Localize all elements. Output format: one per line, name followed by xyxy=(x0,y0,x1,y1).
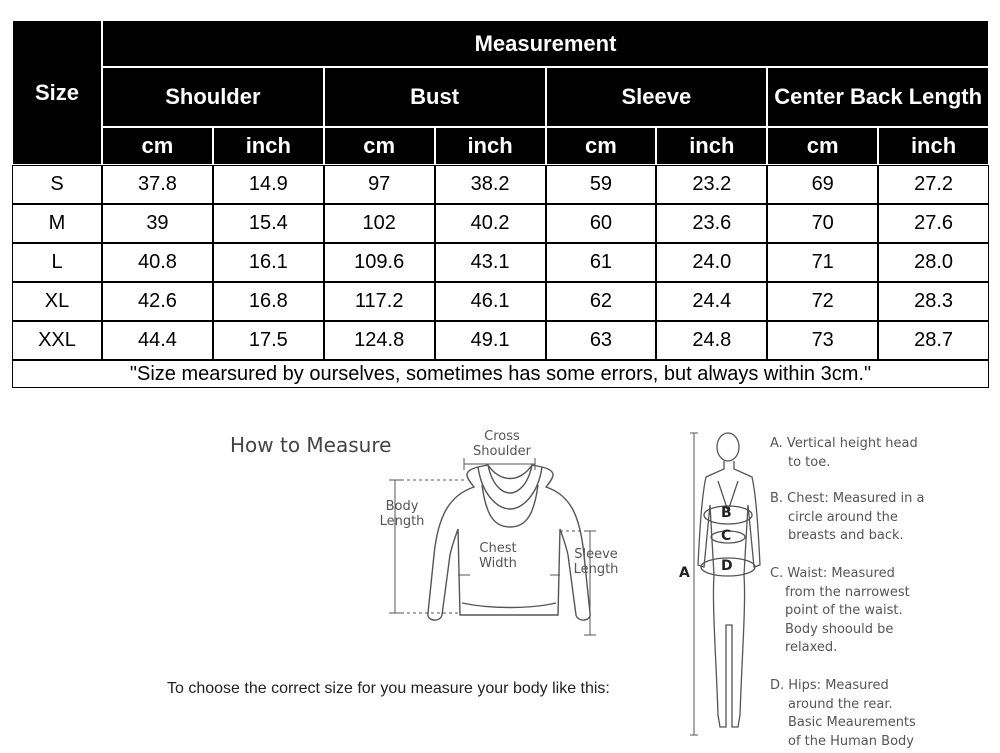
value-cell: 43.1 xyxy=(435,243,546,282)
unit-header: inch xyxy=(435,127,546,165)
value-cell: 16.1 xyxy=(213,243,324,282)
body-length-label: Body Length xyxy=(379,499,425,529)
value-cell: 97 xyxy=(324,165,435,204)
measurement-header: Measurement xyxy=(102,20,989,67)
cross-shoulder-label: Cross Shoulder xyxy=(473,429,531,459)
value-cell: 109.6 xyxy=(324,243,435,282)
value-cell: 17.5 xyxy=(213,321,324,360)
unit-header: inch xyxy=(878,127,989,165)
group-header: Bust xyxy=(324,67,546,127)
value-cell: 70 xyxy=(767,204,878,243)
legend-a: A. Vertical height head to toe. xyxy=(770,436,918,470)
legend-d: D. Hips: Measured around the rear. Basic Meaurements of the Human Body xyxy=(770,678,916,749)
size-note: "Size mearsured by ourselves, sometimes has some errors, but always within 3cm." xyxy=(12,360,989,388)
value-cell: 124.8 xyxy=(324,321,435,360)
value-cell: 27.2 xyxy=(878,165,989,204)
marker-d: D xyxy=(721,558,733,574)
value-cell: 24.8 xyxy=(656,321,767,360)
value-cell: 23.2 xyxy=(656,165,767,204)
size-cell: S xyxy=(12,165,102,204)
size-chart-table xyxy=(12,20,989,388)
value-cell: 42.6 xyxy=(102,282,213,321)
unit-header: cm xyxy=(324,127,435,165)
value-cell: 71 xyxy=(767,243,878,282)
measure-guide xyxy=(0,395,1000,753)
group-header: Sleeve xyxy=(546,67,768,127)
value-cell: 44.4 xyxy=(102,321,213,360)
value-cell: 46.1 xyxy=(435,282,546,321)
value-cell: 28.7 xyxy=(878,321,989,360)
value-cell: 28.0 xyxy=(878,243,989,282)
size-cell: M xyxy=(12,204,102,243)
size-cell: XL xyxy=(12,282,102,321)
value-cell: 23.6 xyxy=(656,204,767,243)
value-cell: 49.1 xyxy=(435,321,546,360)
size-cell: L xyxy=(12,243,102,282)
unit-header: inch xyxy=(213,127,324,165)
value-cell: 102 xyxy=(324,204,435,243)
value-cell: 69 xyxy=(767,165,878,204)
guide-title: How to Measure xyxy=(230,433,392,457)
value-cell: 28.3 xyxy=(878,282,989,321)
group-header: Shoulder xyxy=(102,67,324,127)
value-cell: 62 xyxy=(546,282,657,321)
value-cell: 15.4 xyxy=(213,204,324,243)
value-cell: 72 xyxy=(767,282,878,321)
value-cell: 63 xyxy=(546,321,657,360)
legend-c: C. Waist: Measured from the narrowest point of the waist. Body shoould be relaxed. xyxy=(770,566,910,655)
value-cell: 38.2 xyxy=(435,165,546,204)
chest-width-label: Chest Width xyxy=(479,541,517,571)
value-cell: 27.6 xyxy=(878,204,989,243)
value-cell: 24.4 xyxy=(656,282,767,321)
value-cell: 40.2 xyxy=(435,204,546,243)
marker-a: A xyxy=(679,565,690,581)
value-cell: 37.8 xyxy=(102,165,213,204)
unit-header: cm xyxy=(546,127,657,165)
value-cell: 61 xyxy=(546,243,657,282)
unit-header: cm xyxy=(767,127,878,165)
marker-b: B xyxy=(721,505,732,521)
group-header: Center Back Length xyxy=(767,67,989,127)
value-cell: 24.0 xyxy=(656,243,767,282)
size-header: Size xyxy=(12,20,102,165)
size-cell: XXL xyxy=(12,321,102,360)
legend-b: B. Chest: Measured in a circle around the breasts and back. xyxy=(770,491,925,543)
value-cell: 16.8 xyxy=(213,282,324,321)
value-cell: 39 xyxy=(102,204,213,243)
value-cell: 73 xyxy=(767,321,878,360)
value-cell: 14.9 xyxy=(213,165,324,204)
value-cell: 117.2 xyxy=(324,282,435,321)
unit-header: inch xyxy=(656,127,767,165)
sleeve-length-label: Sleeve Length xyxy=(573,547,619,577)
body-diagram xyxy=(670,425,770,747)
marker-c: C xyxy=(721,528,732,544)
value-cell: 60 xyxy=(546,204,657,243)
guide-instruction: To choose the correct size for you measure your body like this: xyxy=(167,680,610,697)
value-cell: 40.8 xyxy=(102,243,213,282)
unit-header: cm xyxy=(102,127,213,165)
value-cell: 59 xyxy=(546,165,657,204)
